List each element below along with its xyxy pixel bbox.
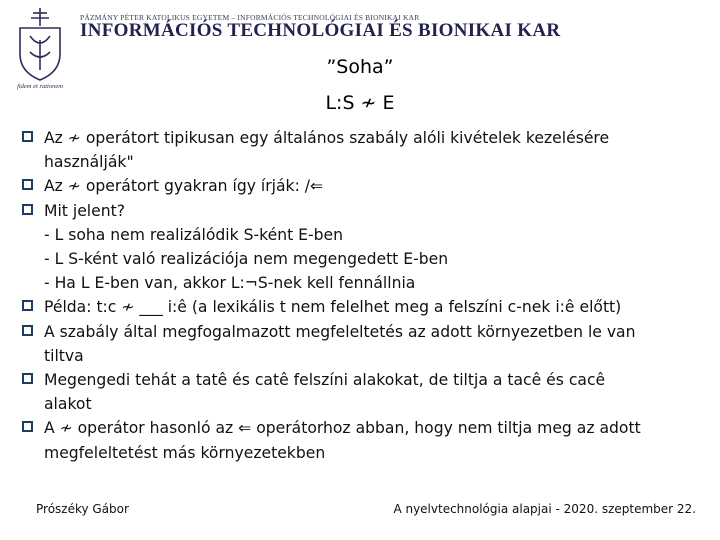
bullet-list [22,126,712,465]
bullet-item: Az ≁ operátort tipikusan egy általános szabály alóli kivételek kezelésére [22,126,712,150]
bullet-subline: - Ha L E-ben van, akkor L:¬S-nek kell fennállnia [44,274,416,293]
logo-motto: fidem et rationem [17,83,63,90]
faculty-title: INFORMÁCIÓS TECHNOLÓGIAI ÉS BIONIKAI KAR [80,20,561,41]
checkbox-bullet-icon [22,325,33,336]
bullet-subline: - L soha nem realizálódik S-ként E-ben [44,225,344,244]
faculty-subtitle: PÁZMÁNY PÉTER KATOLIKUS EGYETEM – INFORMÁCIÓS TECHNOLÓGIAI ÉS BIONIKAI KAR [80,13,420,22]
checkbox-bullet-icon [22,373,33,384]
checkbox-bullet-icon [22,179,33,190]
bullet-continuation: alakot [44,395,92,414]
footer-author: Prószéky Gábor [36,502,129,516]
slide-subtitle: L:S ≁ E [325,92,395,114]
bullet-item: A ≁ operátor hasonló az ⇐ operátorhoz abban, hogy nem tiltja meg az adott [22,416,712,440]
checkbox-bullet-icon [22,131,33,142]
bullet-item: Példa: t:c ≁ ___ i:ê (a lexikális t nem felelhet meg a felszíni c-nek i:ê előtt) [22,295,712,319]
bullet-item: Az ≁ operátort gyakran így írják: /⇐ [22,174,712,198]
footer-course: A nyelvtechnológia alapjai - 2020. szeptember 22. [393,502,696,516]
bullet-item: Mit jelent? [22,199,712,223]
bullet-subline: - L S-ként való realizációja nem megengedett E-ben [44,250,449,269]
bullet-continuation: megfeleltetést más környezetekben [44,443,326,462]
checkbox-bullet-icon [22,421,33,432]
checkbox-bullet-icon [22,300,33,311]
slide-title: ”Soha” [326,56,394,78]
bullet-item: Megengedi tehát a tatê és catê felszíni alakokat, de tiltja a tacê és cacê [22,368,712,392]
bullet-continuation: használják" [44,153,134,172]
bullet-item: A szabály által megfogalmazott megfeleltetés az adott környezetben le van [22,320,712,344]
bullet-continuation: tiltva [44,346,84,365]
checkbox-bullet-icon [22,204,33,215]
